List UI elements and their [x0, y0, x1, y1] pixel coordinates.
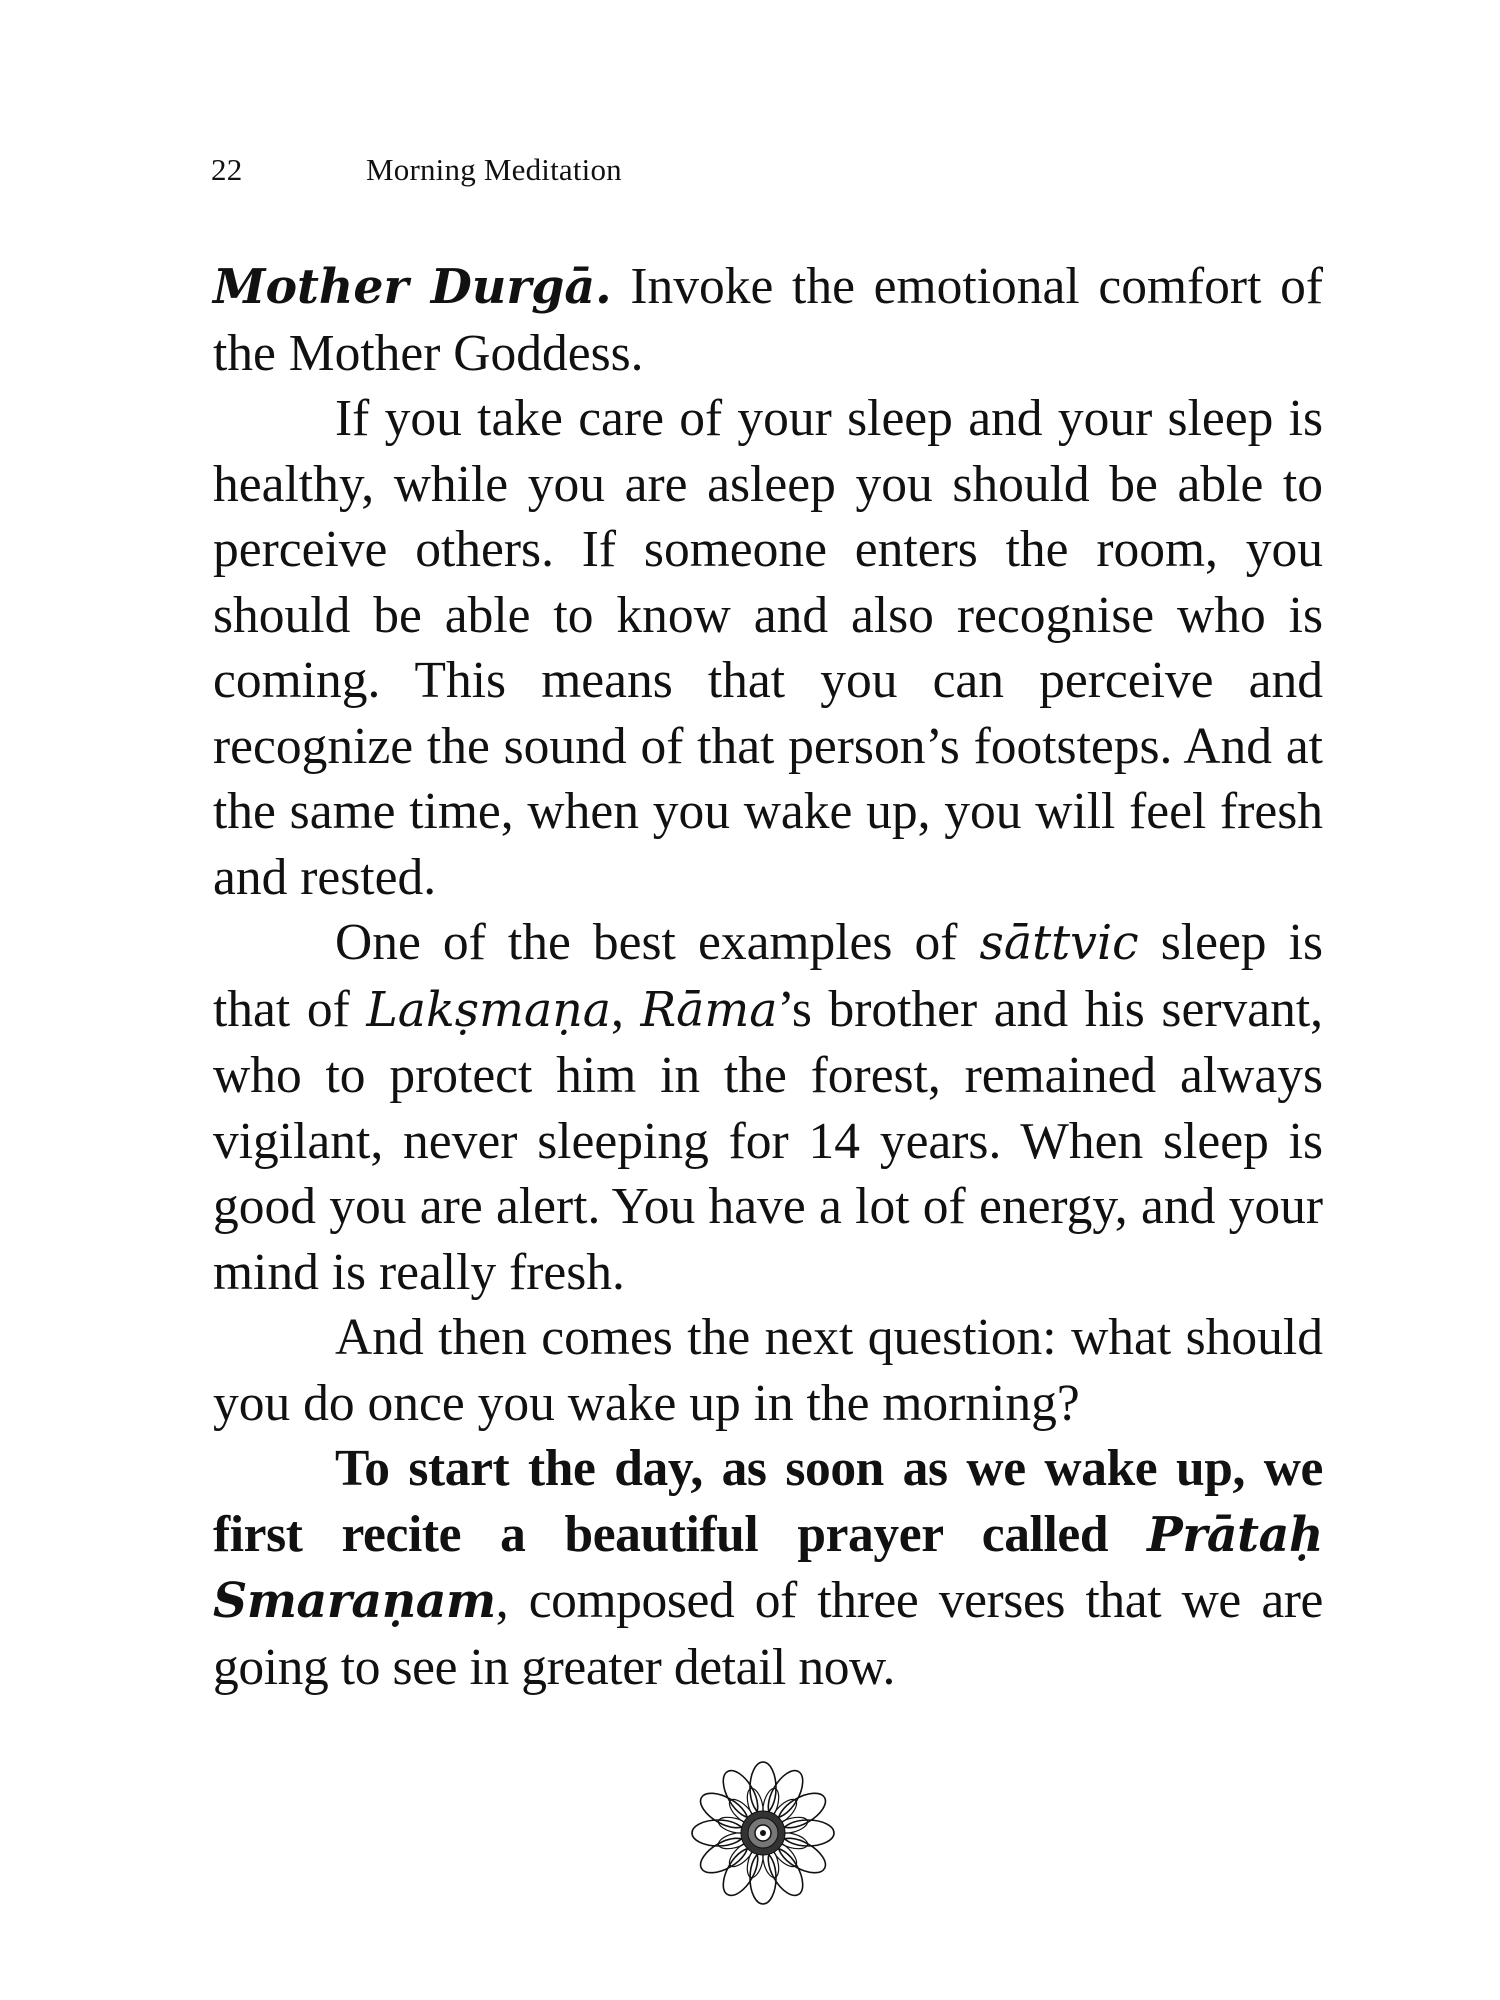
- paragraph-3-text-c: ,: [610, 980, 641, 1038]
- paragraph-1-text: Invoke the emotional comfort of the Mother Goddess.: [213, 258, 1323, 382]
- running-head: [211, 150, 622, 190]
- term-laksmana: Lakṣmaṇa: [366, 982, 611, 1038]
- paragraph-3-text-b: sleep is that of: [213, 914, 1323, 1038]
- lotus-mandala-icon: [688, 1758, 838, 1908]
- running-title: Morning Meditation: [366, 152, 622, 187]
- term-rama: Rāma: [640, 982, 778, 1038]
- page-number: 22: [211, 152, 243, 187]
- deity-name: Mother Durgā.: [213, 260, 612, 315]
- paragraph-5-text-a: To start the day, as soon as we wake up, we first recite a beautiful prayer called: [213, 1440, 1323, 1563]
- paragraph-3: [213, 910, 1323, 1305]
- paragraph-5-text-b: , composed of three verses that we are going to see in greater detail now.: [213, 1572, 1323, 1696]
- paragraph-1: [213, 254, 1323, 386]
- paragraph-3-text-a: One of the best examples of: [335, 914, 980, 971]
- term-sattvic: sāttvic: [979, 916, 1139, 971]
- paragraph-3-text-d: ’s brother and his servant, who to protect him in the forest, remained always vigilant, never sleeping for 14 years. When sleep is good you are alert. You have a lot of energy, and your mind is really fresh.: [213, 980, 1324, 1301]
- body-text: [213, 254, 1323, 1700]
- term-pratah-smaranam: Prātaḥ Smaraṇam: [213, 1507, 1323, 1629]
- paragraph-2: If you take care of your sleep and your sleep is healthy, while you are asleep you should be able to perceive others. If someone enters the room, you should be able to know and also recognise who is coming. This means that you can perceive and recognize the sound of that person’s footsteps. And at the same time, when you wake up, you will feel fresh and rested.: [213, 390, 1323, 906]
- paragraph-5: [213, 1436, 1323, 1700]
- paragraph-4: And then comes the next question: what should you do once you wake up in the morning?: [213, 1309, 1323, 1432]
